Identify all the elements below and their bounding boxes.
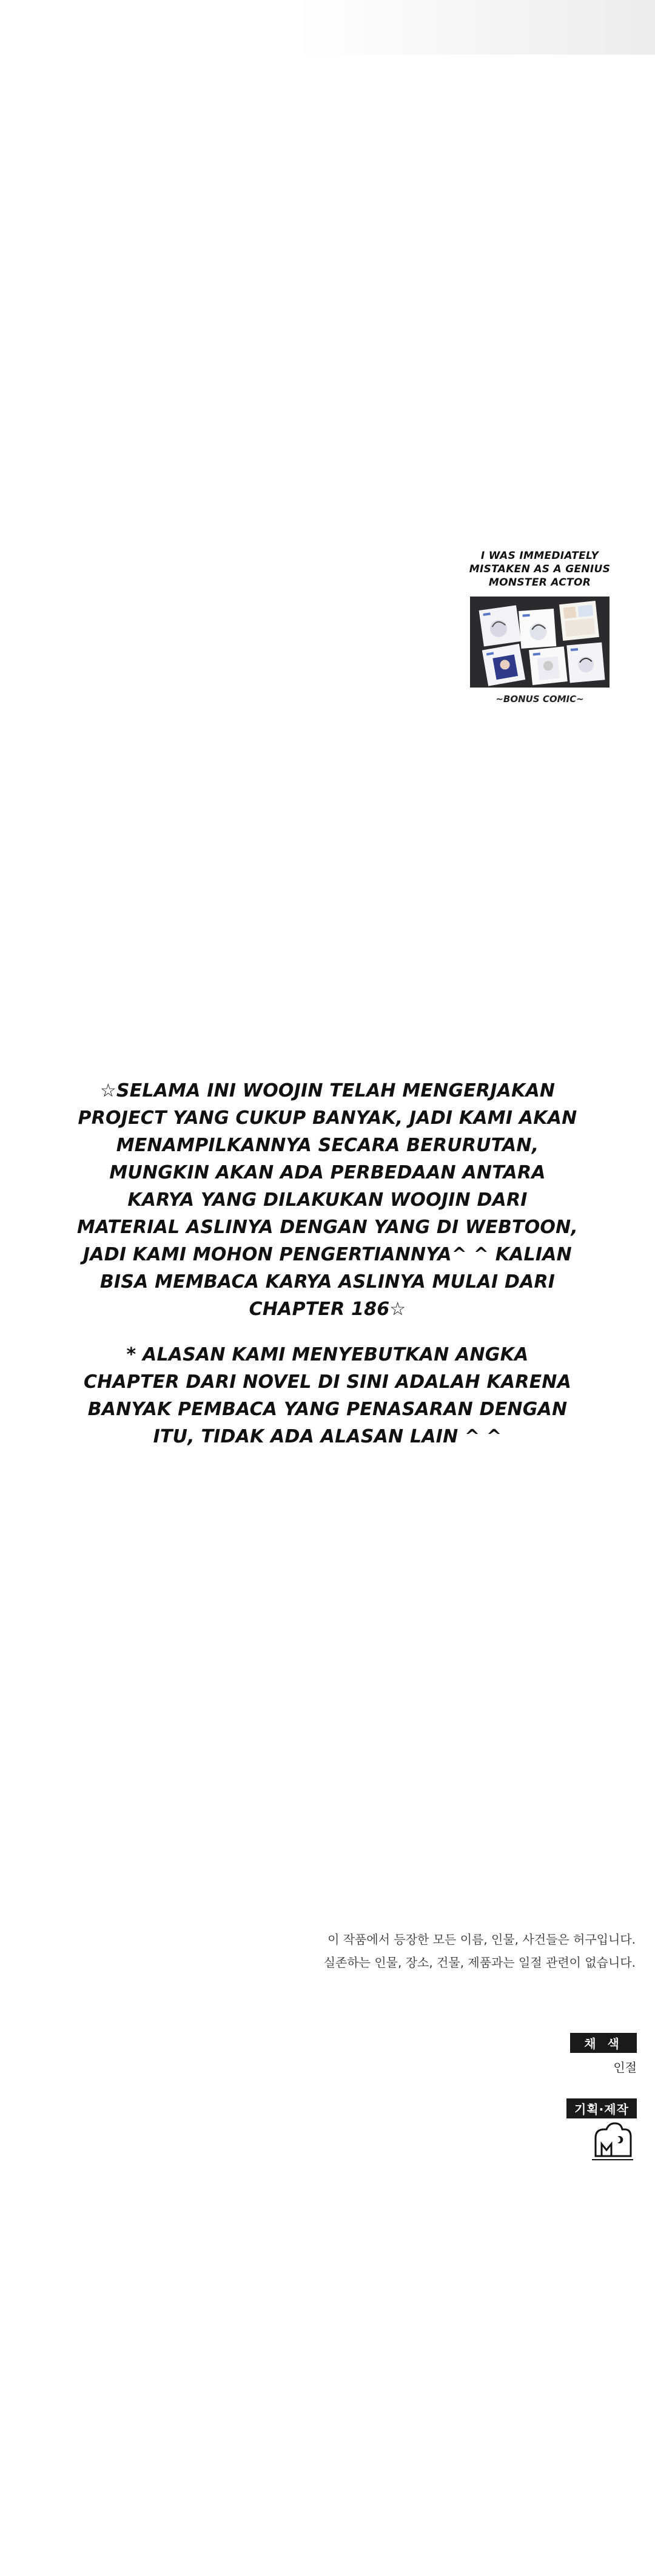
comic-page-6 — [566, 643, 605, 683]
studio-logo-icon — [588, 2120, 636, 2165]
comic-page-1 — [479, 605, 522, 646]
top-gradient — [0, 0, 655, 55]
bonus-title-line: MONSTER ACTOR — [488, 576, 591, 589]
planning-label: 기획·제작 — [566, 2098, 637, 2118]
bonus-title-line: I WAS IMMEDIATELY — [480, 550, 599, 562]
translator-note — [76, 1077, 579, 1469]
bonus-comic-title — [467, 549, 613, 589]
note-paragraph: ☆SELAMA INI WOOJIN TELAH MENGERJAKAN PROJECT YANG CUKUP BANYAK, JADI KAMI AKAN MENAMPILKANNYA SECARA BERURUTAN, MUNGKIN AKAN ADA PERBEDAAN ANTARA KARYA YANG DILAKUKAN WOOJIN DARI MATERIAL ASLINYA DENGAN YANG DI WEBTOON, JADI KAMI MOHON PENGERTIANNYA^ ^ KALIAN BISA MEMBACA KARYA ASLINYA MULAI DARI CHAPTER 186☆ — [77, 1080, 578, 1320]
note-paragraph: * ALASAN KAMI MENYEBUTKAN ANGKA CHAPTER DARI NOVEL DI SINI ADALAH KARENA BANYAK PEMBACA YANG PENASARAN DENGAN ITU, TIDAK ADA ALASAN LAIN ^ ^ — [83, 1344, 572, 1447]
comic-page-3 — [559, 601, 599, 641]
coloring-label: 채 색 — [570, 2033, 637, 2053]
coloring-value: 인절 — [613, 2060, 637, 2075]
comic-page-2 — [519, 609, 556, 649]
disclaimer-line: 이 작품에서 등장한 모든 이름, 인물, 사건들은 허구입니다. — [328, 1932, 636, 1947]
comic-page-4 — [482, 644, 525, 686]
fiction-disclaimer — [211, 1928, 636, 1974]
bonus-comic-card — [467, 549, 613, 705]
bonus-comic-caption: ~BONUS COMIC~ — [495, 694, 584, 705]
coloring-credit — [516, 2033, 637, 2075]
planning-credit — [516, 2098, 637, 2118]
bonus-title-line: MISTAKEN AS A GENIUS — [469, 563, 611, 575]
comic-page-5 — [529, 646, 568, 685]
bonus-comic-image — [470, 597, 610, 688]
disclaimer-line: 실존하는 인물, 장소, 건물, 제품과는 일절 관련이 없습니다. — [323, 1955, 636, 1970]
